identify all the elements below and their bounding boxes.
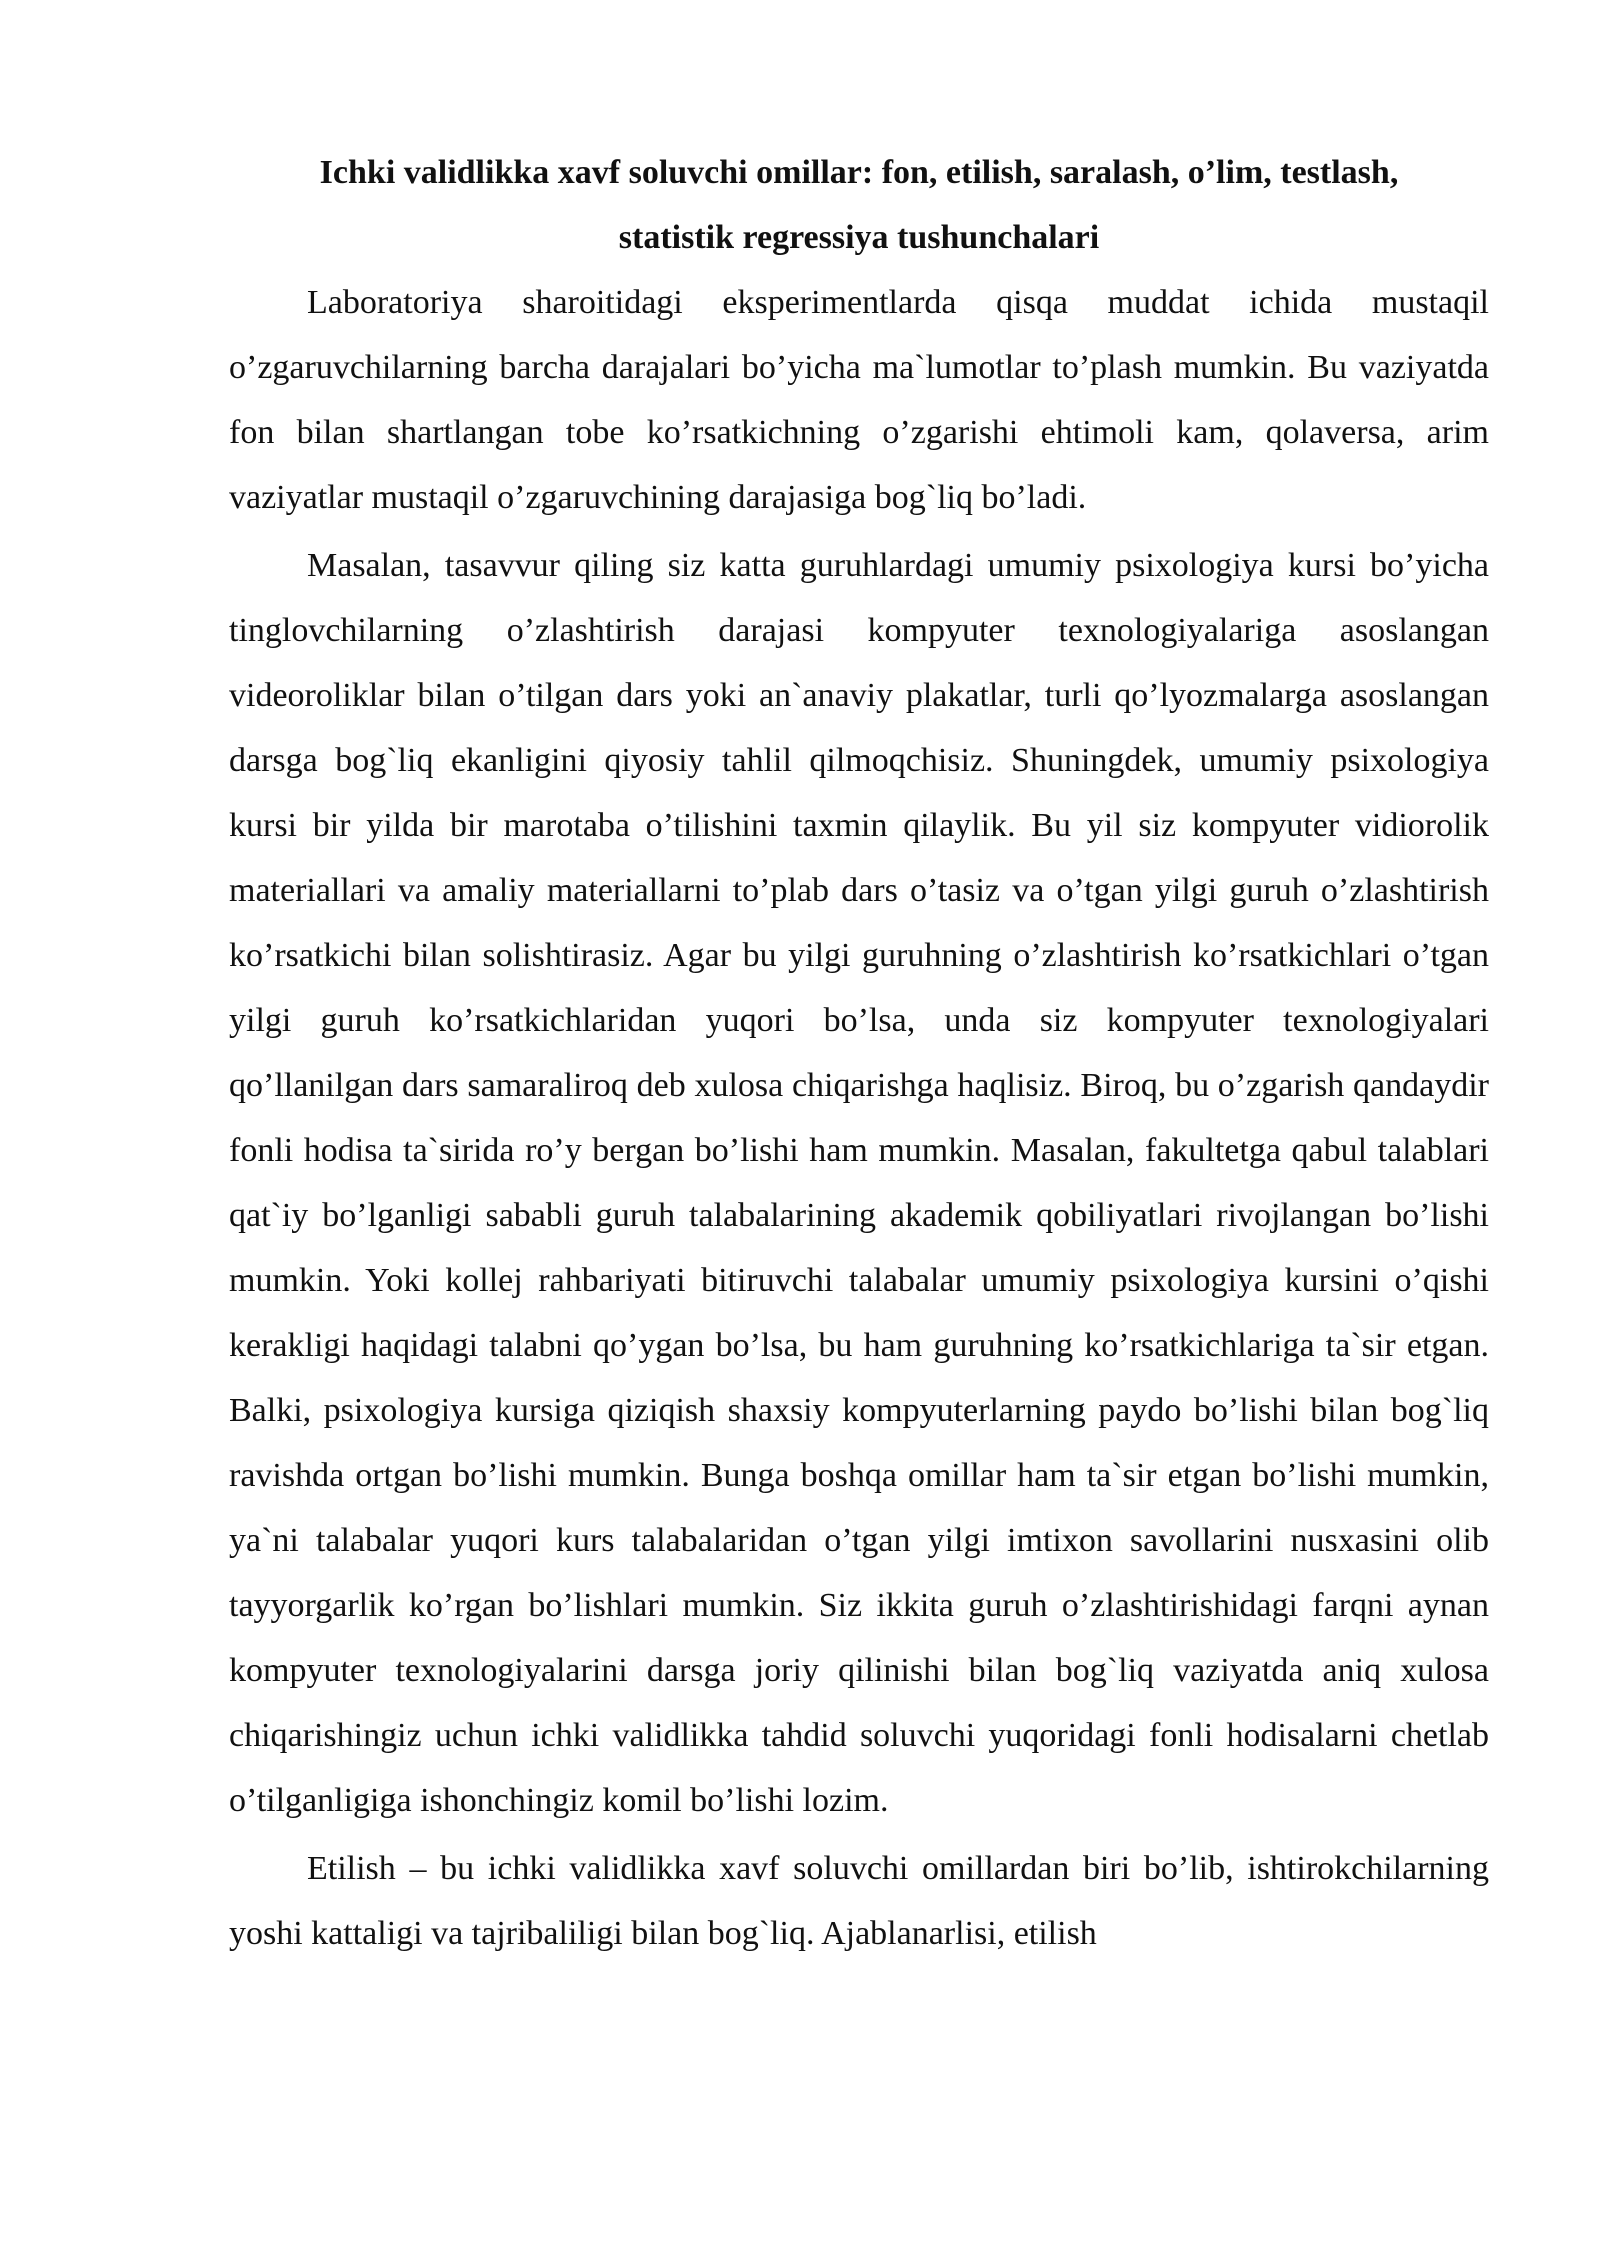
document-title bbox=[229, 140, 1489, 270]
document-page bbox=[229, 140, 1489, 1966]
paragraph-2: Masalan, tasavvur qiling siz katta guruhlardagi umumiy psixologiya kursi bo’yicha tinglovchilarning o’zlashtirish darajasi kompyuter texnologiyalariga asoslangan videoroliklar bilan o’tilgan dars yoki an`anaviy plakatlar, turli qo’lyozmalarga asoslangan darsga bog`liq ekanligini qiyosiy tahlil qilmoqchisiz. Shuningdek, umumiy psixologiya kursi bir yilda bir marotaba o’tilishini taxmin qilaylik. Bu yil siz kompyuter vidiorolik materiallari va amaliy materiallarni to’plab dars o’tasiz va o’tgan yilgi guruh o’zlashtirish ko’rsatkichi bilan solishtirasiz. Agar bu yilgi guruhning o’zlashtirish ko’rsatkichlari o’tgan yilgi guruh ko’rsatkichlaridan yuqori bo’lsa, unda siz kompyuter texnologiyalari qo’llanilgan dars samaraliroq deb xulosa chiqarishga haqlisiz. Biroq, bu o’zgarish qandaydir fonli hodisa ta`sirida ro’y bergan bo’lishi ham mumkin. Masalan, fakultetga qabul talablari qat`iy bo’lganligi sababli guruh talabalarining akademik qobiliyatlari rivojlangan bo’lishi mumkin. Yoki kollej rahbariyati bitiruvchi talabalar umumiy psixologiya kursini o’qishi kerakligi haqidagi talabni qo’ygan bo’lsa, bu ham guruhning ko’rsatkichlariga ta`sir etgan. Balki, psixologiya kursiga qiziqish shaxsiy kompyuterlarning paydo bo’lishi bilan bog`liq ravishda ortgan bo’lishi mumkin. Bunga boshqa omillar ham ta`sir etgan bo’lishi mumkin, ya`ni talabalar yuqori kurs talabalaridan o’tgan yilgi imtixon savollarini nusxasini olib tayyorgarlik ko’rgan bo’lishlari mumkin. Siz ikkita guruh o’zlashtirishidagi farqni aynan kompyuter texnologiyalarini darsga joriy qilinishi bilan bog`liq vaziyatda aniq xulosa chiqarishingiz uchun ichki validlikka tahdid soluvchi yuqoridagi fonli hodisalarni chetlab o’tilganligiga ishonchingiz komil bo’lishi lozim. bbox=[229, 547, 1489, 1819]
title-line-2: statistik regressiya tushunchalari bbox=[618, 219, 1100, 256]
title-line-1: Ichki validlikka xavf soluvchi omillar: fon, etilish, saralash, o’lim, testlash, bbox=[319, 154, 1399, 191]
paragraph-3: Etilish – bu ichki validlikka xavf soluvchi omillardan biri bo’lib, ishtirokchilarning yoshi kattaligi va tajribaliligi bilan bog`liq. Ajablanarlisi, etilish bbox=[229, 1850, 1489, 1952]
paragraph-1: Laboratoriya sharoitidagi eksperimentlarda qisqa muddat ichida mustaqil o’zgaruvchilarning barcha darajalari bo’yicha ma`lumotlar to’plash mumkin. Bu vaziyatda fon bilan shartlangan tobe ko’rsatkichning o’zgarishi ehtimoli kam, qolaversa, arim vaziyatlar mustaqil o’zgaruvchining darajasiga bog`liq bo’ladi. bbox=[229, 284, 1489, 516]
